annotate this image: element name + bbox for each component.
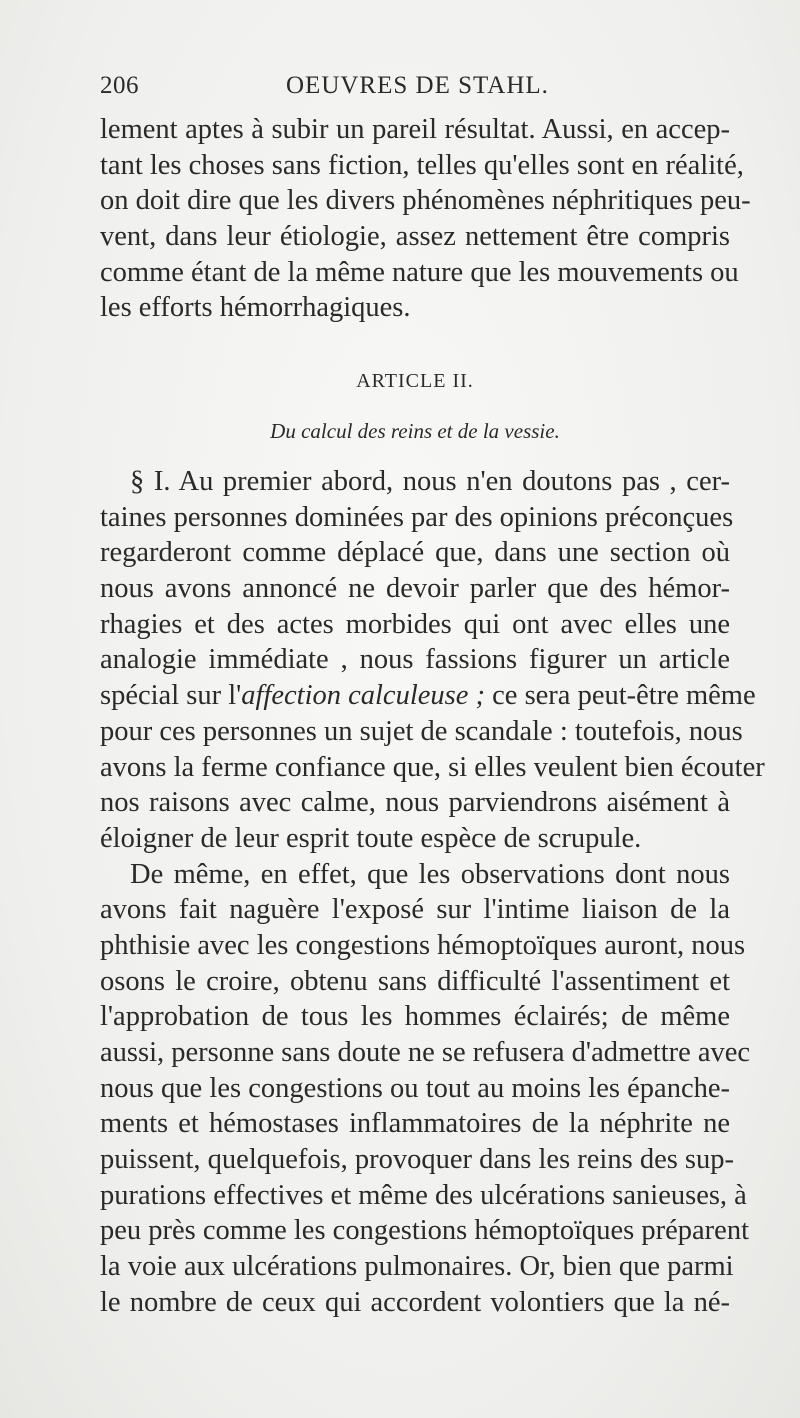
text-line: aussi, personne sans doute ne se refusera d'admettre avec bbox=[100, 1037, 751, 1068]
text-line-mixed bbox=[100, 678, 756, 714]
text-line: phthisie avec les congestions hémoptoïques auront, nous bbox=[100, 929, 746, 961]
article-subtitle: Du calcul des reins et de la vessie. bbox=[270, 419, 560, 443]
text-line: le nombre de ceux qui accordent volontiers que la né- bbox=[100, 1286, 730, 1318]
italic-term: affection calculeuse ; bbox=[241, 680, 486, 712]
text-line: rhagies et des actes morbides qui ont avec elles une bbox=[100, 608, 730, 640]
text-line: comme étant de la même nature que les mouvements ou bbox=[100, 256, 739, 288]
text-line: la voie aux ulcérations pulmonaires. Or, bien que parmi bbox=[100, 1251, 734, 1283]
running-head: OEUVRES DE STAHL. bbox=[286, 72, 549, 99]
text-line: taines personnes dominées par des opinions préconçues bbox=[100, 501, 734, 533]
article-text bbox=[100, 464, 765, 1321]
page-number: 206 bbox=[100, 72, 139, 99]
text-line: analogie immédiate , nous fassions figurer un article bbox=[100, 644, 730, 676]
text-line: puissent, quelquefois, provoquer dans les reins des sup- bbox=[100, 1144, 735, 1176]
text-line: les efforts hémorrhagiques. bbox=[100, 292, 411, 324]
text-line: nous avons annoncé ne devoir parler que des hémor- bbox=[100, 573, 730, 605]
text-line: regarderont comme déplacé que, dans une section où bbox=[100, 537, 730, 569]
text-line: tant les choses sans fiction, telles qu'elles sont en réalité, bbox=[100, 149, 744, 181]
text-line: éloigner de leur esprit toute espèce de scrupule. bbox=[100, 822, 642, 854]
text-line: ments et hémostases inflammatoires de la néphrite ne bbox=[100, 1108, 730, 1140]
text-line: pour ces personnes un sujet de scandale : toutefois, nous bbox=[100, 715, 743, 747]
text-line: De même, en effet, que les observations dont nous bbox=[130, 858, 730, 890]
text-line: nous que les congestions ou tout au moins les épanche- bbox=[100, 1072, 730, 1104]
page-header bbox=[100, 72, 730, 108]
text-line: purations effectives et même des ulcérations sanieuses, à bbox=[100, 1179, 747, 1211]
paragraph-continuation bbox=[100, 112, 751, 326]
text-fragment: ce sera peut-être même bbox=[485, 680, 756, 712]
text-line: avons fait naguère l'exposé sur l'intime liaison de la bbox=[100, 894, 730, 926]
text-line: vent, dans leur étiologie, assez nettement être compris bbox=[100, 221, 730, 253]
text-line: l'approbation de tous les hommes éclairés; de même bbox=[100, 1001, 730, 1033]
text-line: osons le croire, obtenu sans difficulté l'assentiment et bbox=[100, 965, 730, 997]
text-line: § I. Au premier abord, nous n'en doutons pas , cer- bbox=[130, 466, 730, 497]
text-line: lement aptes à subir un pareil résultat. Aussi, en accep- bbox=[100, 114, 730, 145]
text-line: avons la ferme confiance que, si elles veulent bien écouter bbox=[100, 751, 765, 783]
text-line: on doit dire que les divers phénomènes néphritiques peu- bbox=[100, 185, 751, 217]
page-body bbox=[100, 112, 765, 1318]
text-fragment: spécial sur l' bbox=[100, 680, 242, 712]
article-title: ARTICLE II. bbox=[356, 370, 474, 392]
text-line: peu près comme les congestions hémoptoïques préparent bbox=[100, 1215, 749, 1247]
text-line: nos raisons avec calme, nous parviendrons aisément à bbox=[100, 787, 730, 819]
